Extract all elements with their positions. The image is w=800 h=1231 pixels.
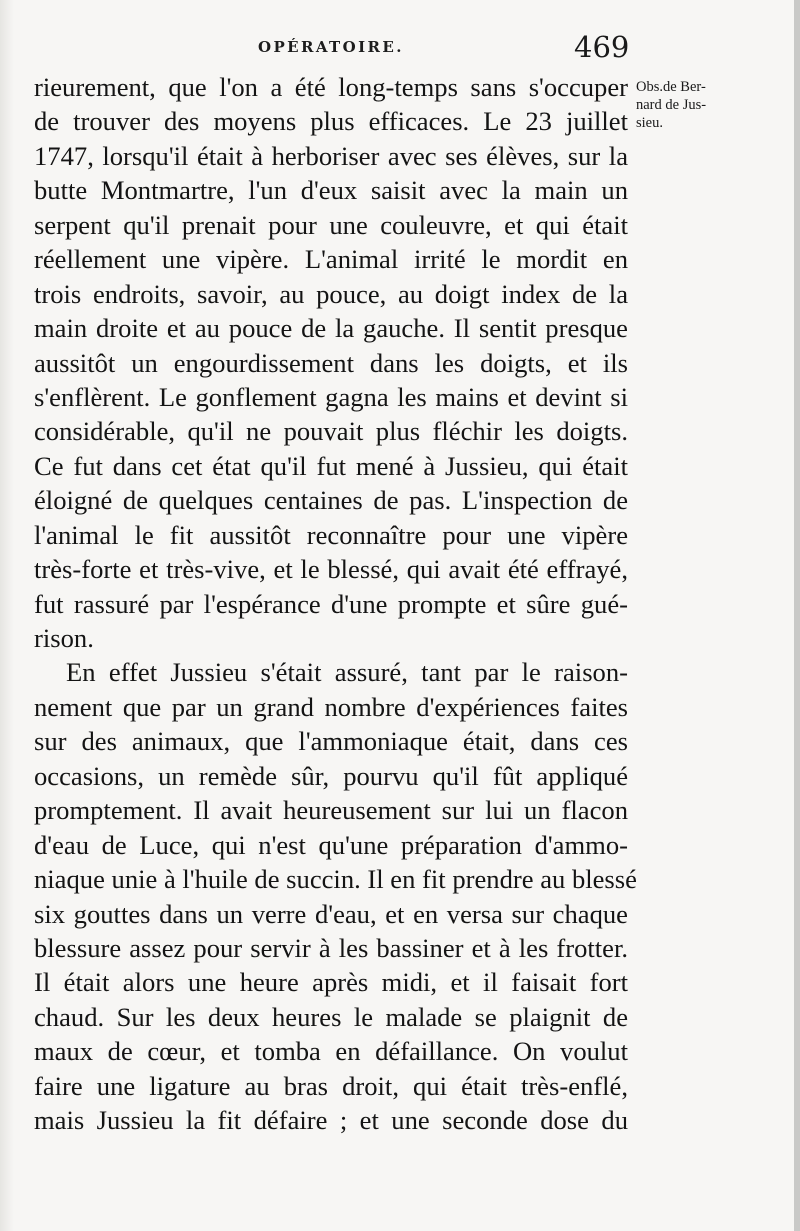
text-line: s'enflèrent. Le gonflement gagna les mains et devint si	[34, 381, 628, 412]
text-line: considérable, qu'il ne pouvait plus fléchir les doigts.	[34, 416, 628, 447]
text-line: niaque unie à l'huile de succin. Il en fit prendre au blessé	[34, 864, 637, 895]
paragraph-end-line: rison.	[34, 623, 94, 653]
margin-note-line: sieu.	[636, 115, 663, 131]
text-line: 1747, lorsqu'il était à herboriser avec ses élèves, sur la	[34, 140, 628, 171]
text-line: de trouver des moyens plus efficaces. Le 23 juillet	[34, 106, 628, 137]
text-line: faire une ligature au bras droit, qui était très-enflé,	[34, 1070, 628, 1101]
running-head	[0, 30, 660, 70]
text-line: serpent qu'il prenait pour une couleuvre, et qui était	[34, 209, 628, 240]
text-line: blessure assez pour servir à les bassiner et à les frotter.	[34, 932, 628, 963]
text-line: maux de cœur, et tomba en défaillance. On voulut	[34, 1036, 628, 1067]
text-line: six gouttes dans un verre d'eau, et en versa sur chaque	[34, 898, 628, 929]
page-number: 469	[574, 30, 630, 64]
text-line: trois endroits, savoir, au pouce, au doigt index de la	[34, 278, 628, 309]
text-line: éloigné de quelques centaines de pas. L'inspection de	[34, 485, 628, 516]
text-line: Il était alors une heure après midi, et il faisait fort	[34, 967, 628, 998]
text-line: main droite et au pouce de la gauche. Il sentit presque	[34, 313, 628, 344]
body-text	[34, 70, 637, 1138]
text-line: mais Jussieu la fit défaire ; et une seconde dose du	[34, 1105, 628, 1136]
text-line: très-forte et très-vive, et le blessé, qui avait été effrayé,	[34, 554, 628, 585]
text-line: d'eau de Luce, qui n'est qu'une préparation d'ammo-	[34, 829, 628, 860]
margin-note	[636, 78, 776, 132]
text-line: fut rassuré par l'espérance d'une prompte et sûre gué-	[34, 588, 628, 619]
text-line: chaud. Sur les deux heures le malade se plaignit de	[34, 1001, 628, 1032]
text-line: réellement une vipère. L'animal irrité le mordit en	[34, 244, 628, 275]
margin-note-line: nard de Jus-	[636, 97, 707, 113]
margin-note-line: Obs.de Ber-	[636, 79, 706, 95]
text-line: occasions, un remède sûr, pourvu qu'il fût appliqué	[34, 760, 628, 791]
text-line: butte Montmartre, l'un d'eux saisit avec la main un	[34, 175, 628, 206]
text-line: sur des animaux, que l'ammoniaque était, dans ces	[34, 726, 628, 757]
text-line: promptement. Il avait heureusement sur lui un flacon	[34, 795, 628, 826]
text-line: Ce fut dans cet état qu'il fut mené à Jussieu, qui était	[34, 450, 628, 481]
text-line: nement que par un grand nombre d'expériences faites	[34, 691, 628, 722]
running-title: OPÉRATOIRE.	[258, 38, 404, 56]
text-line: l'animal le fit aussitôt reconnaître pour une vipère	[34, 519, 628, 550]
paragraph-start-line: En effet Jussieu s'était assuré, tant par le raison-	[66, 657, 628, 688]
text-line: aussitôt un engourdissement dans les doigts, et ils	[34, 347, 628, 378]
text-line: rieurement, que l'on a été long-temps sans s'occuper	[34, 72, 628, 102]
